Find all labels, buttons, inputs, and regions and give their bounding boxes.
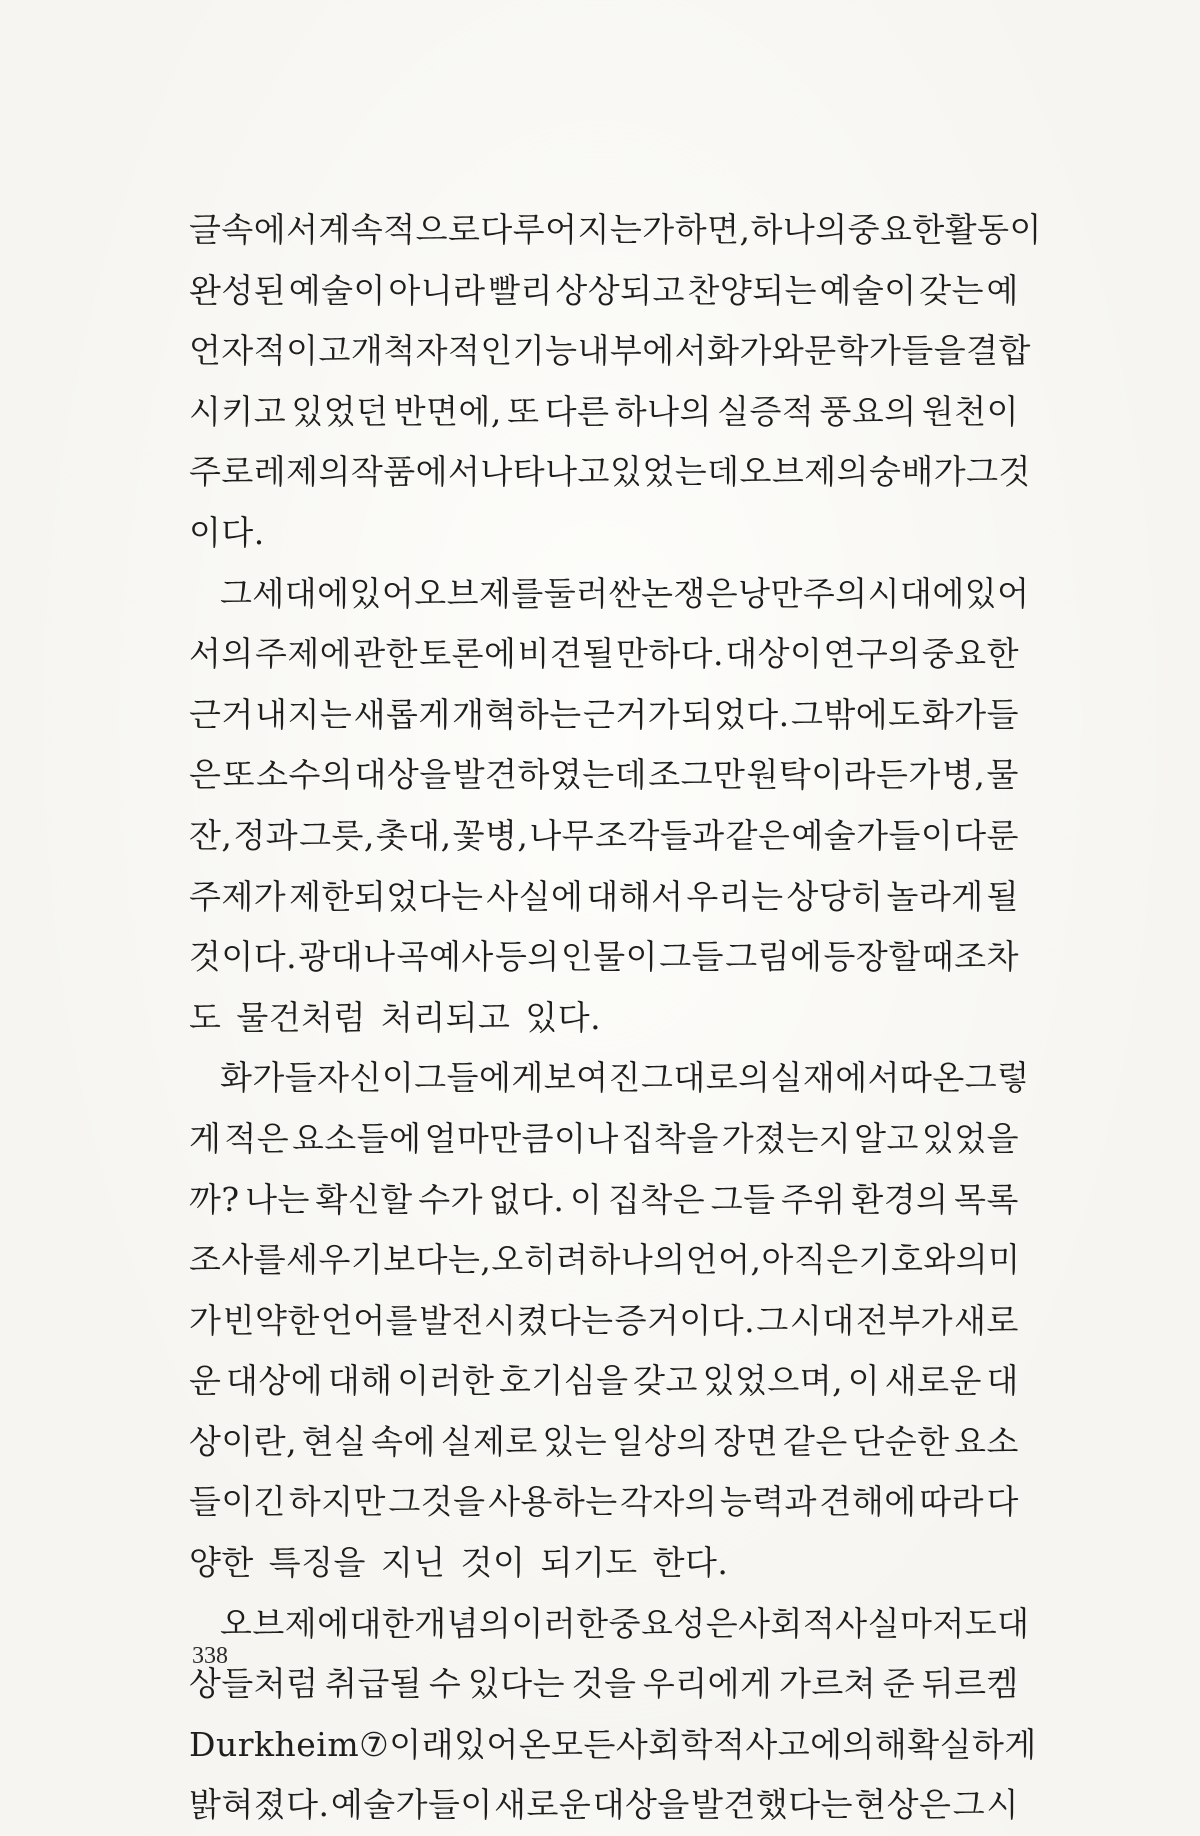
paragraph — [189, 1048, 1030, 1593]
text-line: 주제가 제한되었다는 사실에 대해서 우리는 상당히 놀라게 될 — [189, 876, 1019, 916]
text-line: 상이란, 현실 속에 실제로 있는 일상의 장면 같은 단순한 요소 — [189, 1421, 1019, 1461]
text-line: 그 세대에 있어 오브제를 둘러싼 논쟁은 낭만주의시대에 있어 — [220, 573, 1030, 613]
body-text — [189, 200, 1042, 1836]
text-line: 것이다. 광대나 곡예사 등의 인물이 그들 그림에 등장할 때조차 — [189, 937, 1019, 977]
page-number: 338 — [192, 1643, 228, 1669]
paragraph — [189, 564, 1030, 1049]
text-line: 은 또 소수의 대상을 발견하였는데 조그만 원탁이라든가 병, 물 — [189, 755, 1019, 795]
paragraph — [189, 200, 1042, 564]
text-line: 조사를 세우기보다는, 오히려 하나의 언어, 아직은 기호와 의미 — [189, 1240, 1021, 1280]
text-line: 들이긴 하지만 그것을 사용하는 각자의 능력과 견해에 따라 다 — [189, 1482, 1019, 1522]
text-line: Durkheim⑦ 이래 있어온 모든 사회학적 사고에 의해 확실하게 — [189, 1724, 1037, 1764]
text-line: 오브제에 대한 개념의 이러한 중요성은 사회적 사실마저도 대 — [220, 1603, 1030, 1643]
text-line: 시키고 있었던 반면에, 또 다른 하나의 실증적 풍요의 원천이 — [189, 391, 1019, 431]
text-line: 주로 레제의 작품에서 나타나고 있었는데 오브제의 숭배가 그것 — [189, 452, 1031, 492]
text-line: 운 대상에 대해 이러한 호기심을 갖고 있었으며, 이 새로운 대 — [189, 1361, 1019, 1401]
text-line: 서의 주제에 관한 토론에 비견될 만하다. 대상이 연구의 중요한 — [189, 634, 1019, 674]
text-line: 화가들 자신이 그들에게 보여진 그대로의 실재에서 따온 그렇 — [220, 1058, 1030, 1098]
text-line: 가 빈약한 언어를 발전시켰다는 증거이다. 그 시대 전부가 새로 — [189, 1300, 1019, 1340]
text-line: 양한 특징을 지닌 것이 되기도 한다. — [189, 1543, 729, 1583]
text-line: 근거 내지는 새롭게 개혁하는 근거가 되었다. 그밖에도 화가들 — [189, 694, 1019, 734]
text-line: 도 물건처럼 처리되고 있다. — [189, 997, 602, 1037]
text-line: 게 적은 요소들에 얼마만큼이나 집착을 가졌는지 알고 있었을 — [189, 1118, 1019, 1158]
text-line: 완성된 예술이 아니라 빨리 상상되고 찬양되는 예술이 갖는 예 — [189, 270, 1019, 310]
text-line: 까? 나는 확신할 수가 없다. 이 집착은 그들 주위 환경의 목록 — [189, 1179, 1019, 1219]
text-line: 상들처럼 취급될 수 있다는 것을 우리에게 가르쳐 준 뒤르켐 — [189, 1664, 1019, 1704]
text-line: 언자적이고 개척자적인 기능 내부에서 화가와 문학가들을 결합 — [189, 331, 1031, 371]
text-line: 잔, 정과 그릇, 촛대, 꽃병, 나무 조각들과 같은 예술가들이 다룬 — [189, 815, 1019, 855]
text-line: 이다. — [189, 512, 265, 552]
text-line: 글속에서 계속적으로 다루어지는가 하면, 하나의 중요한 활동이 — [189, 210, 1042, 249]
text-line: 밝혀졌다. 예술가들이 새로운 대상을 발견했다는 현상은 그 시 — [189, 1785, 1019, 1825]
paragraph — [189, 1594, 1037, 1836]
